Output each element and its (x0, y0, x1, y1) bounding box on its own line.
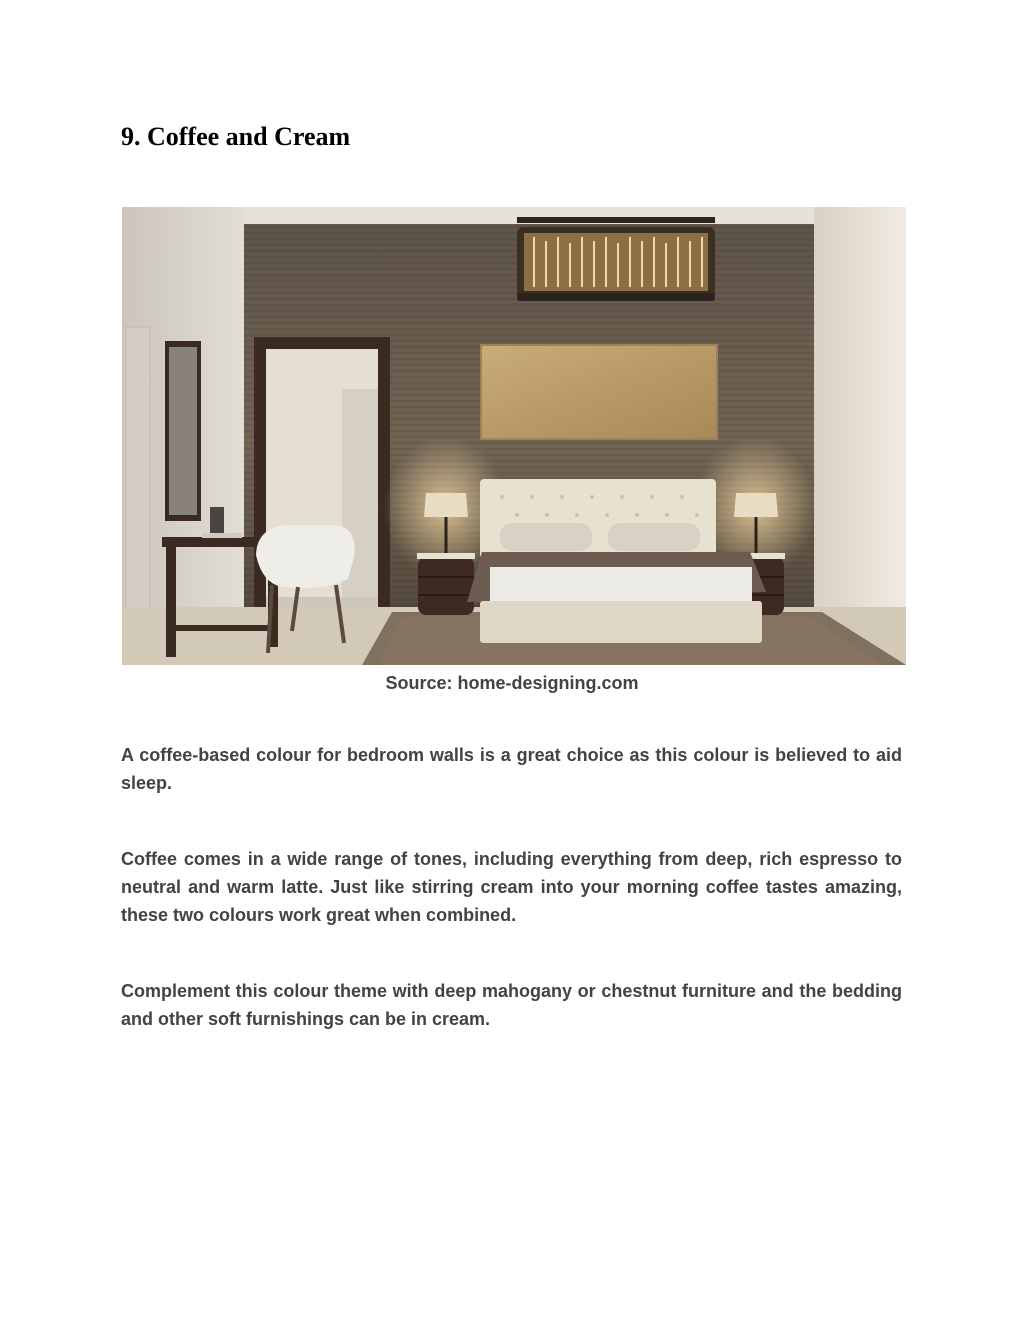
body-paragraph: A coffee-based colour for bedroom walls is a great choice as this colour is believed to aid sleep. (121, 745, 902, 793)
body-paragraph: Coffee comes in a wide range of tones, including everything from deep, rich espresso to neutral and warm latte. Just like stirring cream into your morning coffee tastes amazing, these two colours work great when combined. (121, 849, 902, 925)
body-paragraph: Complement this colour theme with deep mahogany or chestnut furniture and the bedding and other soft furnishings can be in cream. (121, 981, 902, 1029)
bedroom-photo (122, 207, 906, 665)
section-heading: 9. Coffee and Cream (121, 122, 351, 151)
image-caption: Source: home-designing.com (385, 673, 639, 693)
